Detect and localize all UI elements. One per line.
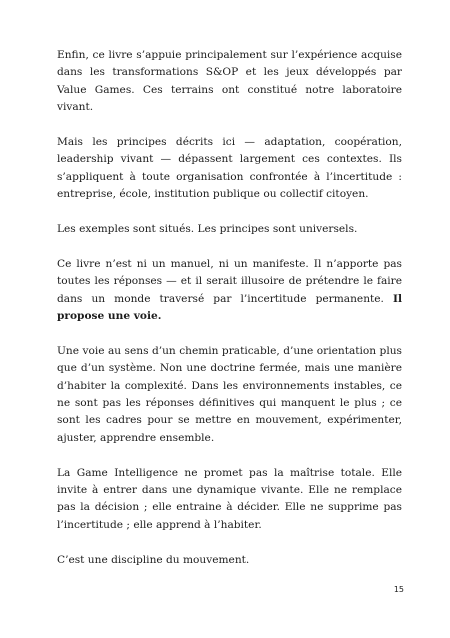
body-text [57, 47, 402, 586]
paragraph-7: C’est une discipline du mouvement. [57, 553, 250, 566]
paragraph-4-text: Ce livre n’est ni un manuel, ni un manifeste. Il n’apporte pas toutes les réponses — et il serait illusoire de prétendre le faire dans un monde traversé par l’incertitude permanente. [57, 257, 402, 305]
paragraph-6: La Game Intelligence ne promet pas la maîtrise totale. Elle invite à entrer dans une dynamique vivante. Elle ne remplace pas la décision ; elle entraine à décider. Elle ne supprime pas l’incertitude ; elle apprend à l’habiter. [57, 466, 402, 531]
page-number: 15 [393, 585, 404, 594]
paragraph-5: Une voie au sens d’un chemin praticable, d’une orientation plus que d’un système. Non une doctrine fermée, mais une manière d’habiter la complexité. Dans les environnements instables, ce ne sont pas les réponses définitives qui manquent le plus ; ce sont les cadres pour se mettre en mouvement, expérimenter, ajuster, apprendre ensemble. [57, 344, 402, 444]
paragraph-1: Enfin, ce livre s’appuie principalement sur l’expérience acquise dans les transformations S&OP et les jeux développés par Value Games. Ces terrains ont constitué notre laboratoire vivant. [57, 49, 402, 114]
paragraph-4 [57, 256, 402, 326]
paragraph-4-bold: Il propose une voie. [57, 292, 402, 323]
paragraph-3: Les exemples sont situés. Les principes sont universels. [57, 223, 358, 236]
paragraph-2: Mais les principes décrits ici — adaptation, coopération, leadership vivant — dépassent largement ces contextes. Ils s’appliquent à toute organisation confrontée à l’incertitude : entreprise, école, institution publique ou collectif citoyen. [57, 136, 402, 201]
